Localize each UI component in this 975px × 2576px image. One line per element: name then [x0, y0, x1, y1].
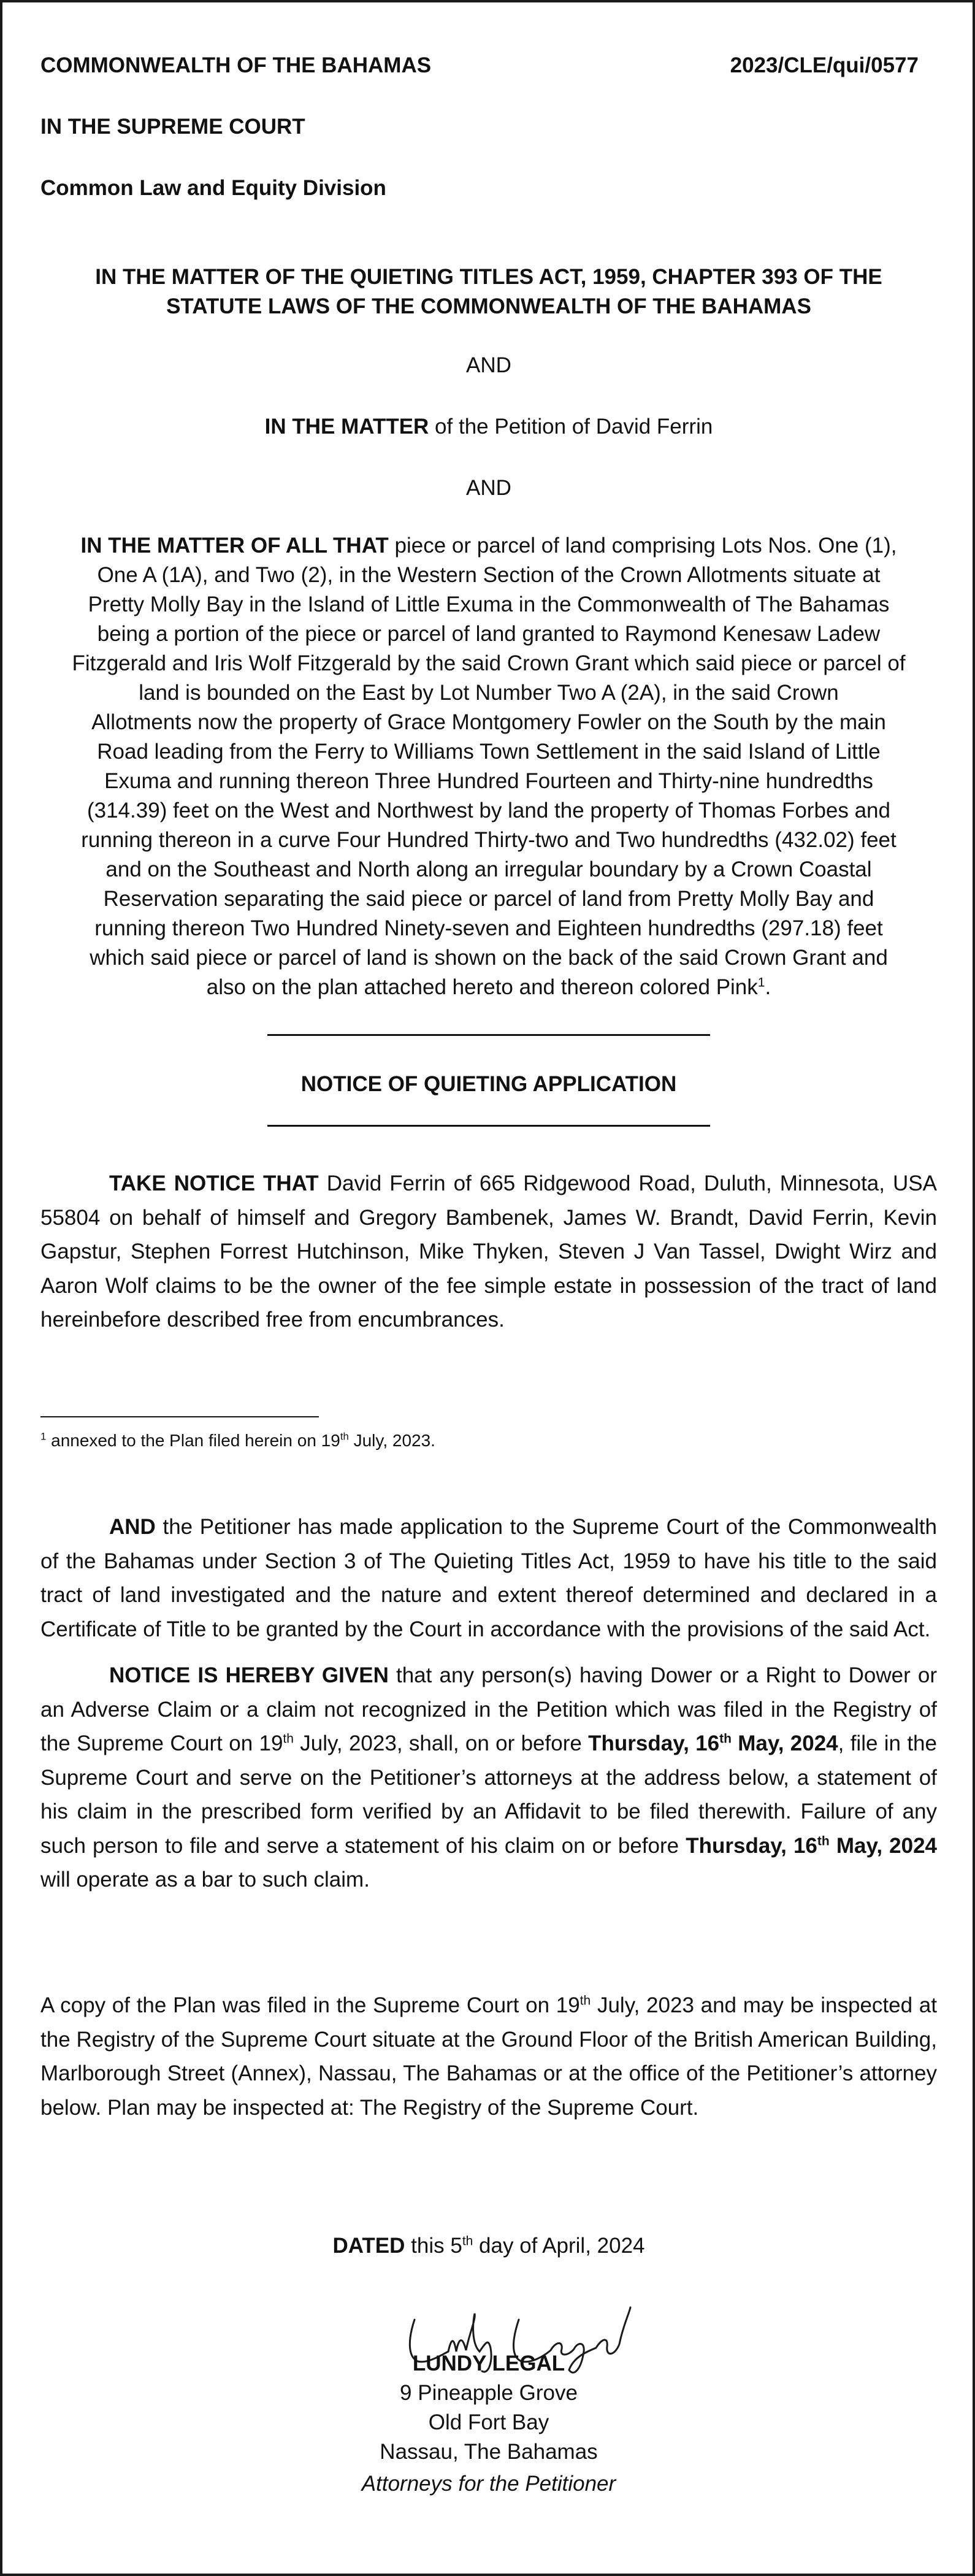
notice-given-paragraph: NOTICE IS HEREBY GIVEN that any person(s) having Dower or a Right to Dower or an Adverse Claim or a claim not recognized in the Petition which was filed in the Registry of the Supreme Court on 19th July, 2023, shall, on or before Thursday, 16th May, 2024, file in the Supreme Court and serve on the Petitioner’s attorneys at the address below, a statement of his claim in the prescribed form verified by an Affidavit to be filed therewith. Failure of any such person to file and serve a statement of his claim on or before Thursday, 16th May, 2024 will operate as a bar to such claim. [40, 1663, 938, 1892]
land-line: running thereon Two Hundred Ninety-seven and Eighteen hundredths (297.18) feet [94, 916, 883, 940]
application-paragraph: AND the Petitioner has made application to the Supreme Court of the Commonwealth of the Bahamas under Section 3 of The Quieting Titles Act, 1959 to have his title to the said tract of land investigated and the nature and extent thereof determined and declared in a Certificate of Title to be granted by the Court in accordance with the provisions of the said Act. [40, 1515, 937, 1641]
matter-statute-heading [40, 263, 937, 321]
dated-lead: DATED [332, 2234, 405, 2258]
take-notice-lead: TAKE NOTICE THAT [109, 1171, 319, 1195]
and-separator-1: AND [466, 353, 511, 377]
land-line: which said piece or parcel of land is shown on the back of the said Crown Grant and [90, 946, 888, 970]
notice-given-lead: NOTICE IS HEREBY GIVEN [109, 1663, 389, 1687]
matter-statute-line-1: IN THE MATTER OF THE QUIETING TITLES ACT, 1959, CHAPTER 393 OF THE [95, 265, 882, 289]
land-line: being a portion of the piece or parcel of land granted to Raymond Kenesaw Ladew [97, 622, 881, 646]
land-line: Road leading from the Ferry to Williams Town Settlement in the said Island of Little [97, 740, 881, 764]
take-notice-paragraph: TAKE NOTICE THAT David Ferrin of 665 Ridgewood Road, Duluth, Minnesota, USA 55804 on behalf of himself and Gregory Bambenek, James W. Brandt, David Ferrin, Kevin Gapstur, Stephen Forrest Hutchinson, Mike Thyken, Steven J Van Tassel, Dwight Wirz and Aaron Wolf claims to be the owner of the fee simple estate in possession of the tract of land hereinbefore described free from encumbrances. [40, 1171, 937, 1332]
court-heading: IN THE SUPREME COURT [40, 115, 305, 139]
title-divider-bottom [267, 1125, 710, 1127]
land-line: running thereon in a curve Four Hundred Thirty-two and Two hundredths (432.02) feet [81, 828, 897, 852]
notice-title: NOTICE OF QUIETING APPLICATION [300, 1072, 677, 1096]
land-line: (314.39) feet on the West and Northwest by land the property of Thomas Forbes and [86, 799, 890, 822]
land-line: IN THE MATTER OF ALL THAT piece or parcel of land comprising Lots Nos. One (1), [80, 534, 897, 558]
plan-paragraph: A copy of the Plan was filed in the Supreme Court on 19th July, 2023 and may be inspected at the Registry of the Supreme Court situate at the Ground Floor of the British American Building, Marlborough Street (Annex), Nassau, The Bahamas or at the office of the Petitioner’s attorney below. Plan may be inspected at: The Registry of the Supreme Court. [40, 1993, 937, 2120]
land-line: Reservation separating the said piece or parcel of land from Pretty Molly Bay and [103, 887, 874, 911]
address-line-2: Old Fort Bay [428, 2410, 549, 2434]
matter-land-description [40, 531, 937, 1002]
land-line: One A (1A), and Two (2), in the Western Section of the Crown Allotments situate at [97, 563, 881, 587]
land-line: Allotments now the property of Grace Montgomery Fowler on the South by the main [91, 710, 886, 734]
land-line: land is bounded on the East by Lot Number Two A (2A), in the said Crown [139, 681, 839, 705]
dated-line: DATED this 5th day of April, 2024 [332, 2234, 645, 2258]
matter-petition [40, 412, 937, 442]
land-line: Exuma and running thereon Three Hundred Fourteen and Thirty-nine hundredths [104, 769, 873, 793]
matter-petition-lead: IN THE MATTER [264, 415, 429, 439]
deadline-date: Thursday, 16th May, 2024 [686, 1833, 937, 1858]
footnote: $^1$ annexed to the Plan filed herein on 19th July, 2023. [40, 1430, 435, 1450]
firm-name: LUNDY LEGAL [412, 2352, 565, 2375]
land-line: Fitzgerald and Iris Wolf Fitzgerald by the said Crown Grant which said piece or parcel of [72, 651, 906, 675]
footnote-divider [40, 1416, 319, 1417]
case-number: 2023/CLE/qui/0577 [730, 53, 919, 77]
address-line-3: Nassau, The Bahamas [380, 2440, 598, 2464]
title-divider-top [267, 1034, 710, 1036]
matter-petition-text: of the Petition of David Ferrin [429, 415, 713, 439]
land-line: Pretty Molly Bay in the Island of Little Exuma in the Commonwealth of The Bahamas [88, 592, 890, 616]
jurisdiction-heading: COMMONWEALTH OF THE BAHAMAS [40, 53, 432, 77]
application-lead: AND [109, 1515, 156, 1539]
footnote-reference: 1 [757, 975, 765, 990]
land-line: and on the Southeast and North along an irregular boundary by a Crown Coastal [105, 857, 872, 881]
attorney-block [40, 2349, 937, 2499]
and-separator-2: AND [466, 476, 511, 500]
division-heading: Common Law and Equity Division [40, 176, 386, 200]
land-description-lead: IN THE MATTER OF ALL THAT [80, 534, 389, 558]
land-line: also on the plan attached hereto and thereon colored Pink$^1$. [206, 975, 771, 999]
header-row [40, 53, 937, 79]
matter-statute-line-2: STATUTE LAWS OF THE COMMONWEALTH OF THE BAHAMAS [166, 294, 811, 318]
attorney-role: Attorneys for the Petitioner [361, 2472, 616, 2496]
deadline-date: Thursday, 16th May, 2024 [588, 1731, 838, 1755]
address-line-1: 9 Pineapple Grove [400, 2381, 578, 2405]
